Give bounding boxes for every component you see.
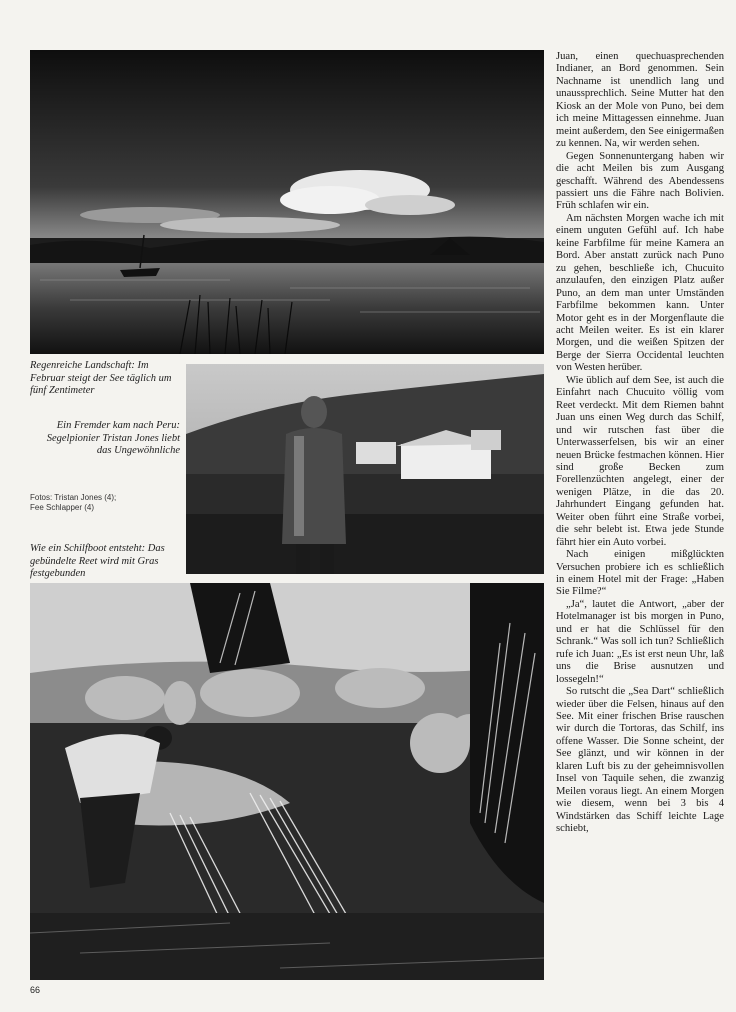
lake-landscape-photo (30, 50, 544, 354)
portrait-photo (186, 364, 544, 574)
article-paragraph: Nach einigen mißglückten Versuchen probiere ich es schließlich in einem Hotel mit der Frage: „Haben Sie Filme?“ (556, 549, 724, 598)
article-paragraph: „Ja“, lautet die Antwort, „aber der Hotelmanager ist bis morgen in Puno, und er hat die Schlüssel für den Schrank.“ Was soll ich tun? Schließlich rufe ich Juan: „Es ist erst neun Uhr, laß uns die Brise ausnutzen und lossegeln!“ (556, 598, 724, 685)
landscape-caption: Regenreiche Landschaft: Im Februar steigt der See täglich um fünf Zentimeter (30, 360, 172, 396)
article-paragraph: So rutscht die „Sea Dart“ schließlich wieder über die Felsen, hinaus auf den See. Mit einer frischen Brise rauschen wir durch die Tortoras, das Schilf, ins offene Wasser. Die Sonne scheint, der See glänzt, und wir können in der klaren Luft bis zu der geheimnisvollen Insel von Taquile sehen, die zwanzig Meilen voraus liegt. An einem Morgen wie diesem, wenn bei 3 bis 4 Windstärken das Schiff leichte Lage schiebt, (556, 686, 724, 835)
portrait-caption: Ein Fremder kam nach Peru: Segelpionier Tristan Jones liebt das Ungewöhnliche (46, 420, 180, 456)
reed-boat-caption: Wie ein Schilfboot entsteht: Das gebündelte Reet wird mit Gras festgebunden (30, 543, 165, 579)
credits-line-2: Fee Schlapper (4) (30, 503, 95, 512)
reed-boat-photo (30, 583, 544, 980)
photo-credits (30, 493, 180, 513)
article-paragraph: Juan, einen quechuasprechenden Indianer, an Bord genommen. Sein Nachname ist unendlich lang und unaussprechlich. Seine Mutter hat den Kiosk an der Mole von Puno, bei dem ich meine Mittagessen einnehme. Juan meint außerdem, den See einigermaßen zu kennen. Na, wir werden sehen. (556, 51, 724, 150)
article-paragraph: Wie üblich auf dem See, ist auch die Einfahrt nach Chucuito völlig vom Reet verdeckt. Mit dem Riemen bahnt Juan uns einen Weg durch das Schilf, und wir rutschen fast über die Unterwasserfelsen, bis wir an einer neuen Brücke festmachen können. Hier sind große Becken zum Forellenzüchten angelegt, einer der wenigen Plätze, in die das 20. Jahrhundert Eingang gefunden hat. Weiter oben führt eine Straße vorbei, die sehr belebt ist. Etwa jede Stunde fährt hier ein Auto vorbei. (556, 374, 724, 548)
page-number: 66 (30, 985, 41, 995)
article-column (556, 51, 724, 991)
article-paragraph: Am nächsten Morgen wache ich mit einem unguten Gefühl auf. Ich habe keine Farbfilme für meine Kamera an Bord. Aber anstatt zurück nach Puno zu gehen, beschließe ich, Chucuito anzulaufen, den einzigen Platz außer Puno, an dem man unter Umständen Farbfilme bekommen kann. Unter Motor geht es in der Morgenflaute die acht Meilen weiter. Es ist ein klarer Morgen, und die weißen Spitzen der Berge der Sierra Occidental leuchten von Westen herüber. (556, 212, 724, 374)
credits-line-1: Fotos: Tristan Jones (4); (30, 493, 117, 502)
article-paragraph: Gegen Sonnenuntergang haben wir die acht Meilen bis zum Ausgang geschafft. Während des Abendessens passiert uns die Fähre nach Bolivien. Früh schlafen wir ein. (556, 150, 724, 212)
